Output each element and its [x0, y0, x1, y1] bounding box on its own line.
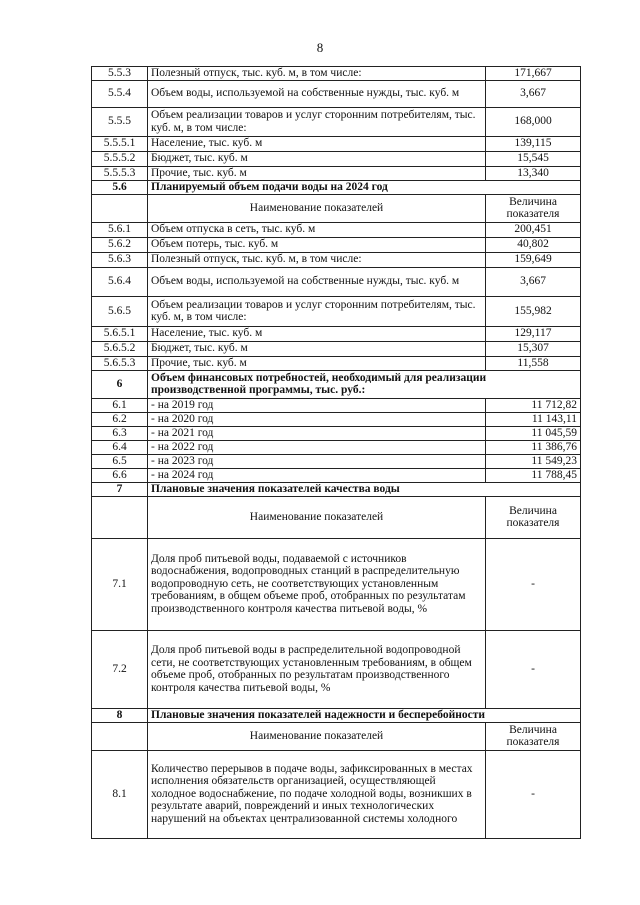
row-value: 171,667 [486, 67, 581, 81]
table-row [92, 267, 581, 296]
row-name: Полезный отпуск, тыс. куб. м, в том числе: [148, 67, 486, 81]
row-value: 11 549,23 [486, 454, 581, 468]
row-value: 3,667 [486, 267, 581, 296]
header-indicator-value: Величина показателя [486, 194, 581, 222]
table-row [92, 341, 581, 356]
row-number: 6.3 [92, 426, 148, 440]
row-name: Объем воды, используемой на собственные нужды, тыс. куб. м [148, 80, 486, 107]
section-row [92, 708, 581, 722]
row-value: 168,000 [486, 107, 581, 136]
table-row [92, 237, 581, 252]
table-row [92, 356, 581, 370]
table-row [92, 166, 581, 180]
row-value: 159,649 [486, 252, 581, 267]
section-number: 7 [92, 482, 148, 496]
table-row [92, 136, 581, 151]
row-value: 13,340 [486, 166, 581, 180]
row-name: Количество перерывов в подаче воды, зафиксированных в местах исполнения обязательств организацией, осуществляющей холодное водоснабжение, по подаче холодной воды, возникших в результате аварий, повреждений и иных технологических нарушений на объектах централизованной системы холодного [148, 750, 486, 838]
row-value: - [486, 538, 581, 630]
row-value: 155,982 [486, 296, 581, 326]
row-name: Доля проб питьевой воды, подаваемой с источников водоснабжения, водопроводных станций в распределительную водопроводную сеть, не соответствующих установленным требованиям, в общем объеме проб, отобранных по результатам производственного контроля качества питьевой воды, % [148, 538, 486, 630]
row-number: 7.1 [92, 538, 148, 630]
row-name: - на 2023 год [148, 454, 486, 468]
table-row [92, 222, 581, 237]
row-number: 5.6.5 [92, 296, 148, 326]
row-name: - на 2024 год [148, 468, 486, 482]
row-number: 5.5.3 [92, 67, 148, 81]
section-row [92, 180, 581, 194]
row-name: Прочие, тыс. куб. м [148, 356, 486, 370]
row-name: Объем реализации товаров и услуг сторонним потребителям, тыс. куб. м, в том числе: [148, 296, 486, 326]
row-value: 11 712,82 [486, 398, 581, 412]
section-number: 6 [92, 370, 148, 398]
header-empty-cell [92, 194, 148, 222]
row-number: 5.6.5.2 [92, 341, 148, 356]
row-number: 5.6.3 [92, 252, 148, 267]
row-number: 5.5.5.2 [92, 151, 148, 166]
section-row [92, 370, 581, 398]
row-number: 6.2 [92, 412, 148, 426]
header-indicator-name: Наименование показателей [148, 194, 486, 222]
row-value: 200,451 [486, 222, 581, 237]
row-number: 6.4 [92, 440, 148, 454]
row-number: 5.6.5.1 [92, 326, 148, 341]
row-number: 5.5.5 [92, 107, 148, 136]
table-row [92, 107, 581, 136]
row-number: 5.6.1 [92, 222, 148, 237]
table-row [92, 296, 581, 326]
header-indicator-name: Наименование показателей [148, 722, 486, 750]
row-value: 11 386,76 [486, 440, 581, 454]
header-indicator-value: Величина показателя [486, 722, 581, 750]
row-number: 5.5.5.1 [92, 136, 148, 151]
row-name: - на 2021 год [148, 426, 486, 440]
row-name: Население, тыс. куб. м [148, 326, 486, 341]
row-name: Объем потерь, тыс. куб. м [148, 237, 486, 252]
table-header-row [92, 722, 581, 750]
row-value: 11,558 [486, 356, 581, 370]
table-row [92, 252, 581, 267]
row-name: Бюджет, тыс. куб. м [148, 341, 486, 356]
row-number: 6.5 [92, 454, 148, 468]
section-row [92, 482, 581, 496]
indicators-table [91, 66, 581, 839]
row-name: Прочие, тыс. куб. м [148, 166, 486, 180]
section-number: 5.6 [92, 180, 148, 194]
row-number: 7.2 [92, 630, 148, 708]
row-name: Объем воды, используемой на собственные нужды, тыс. куб. м [148, 267, 486, 296]
row-value: 11 788,45 [486, 468, 581, 482]
header-empty-cell [92, 722, 148, 750]
table-row [92, 67, 581, 81]
section-title: Планируемый объем подачи воды на 2024 год [148, 180, 581, 194]
section-title: Плановые значения показателей надежности и бесперебойности [148, 708, 581, 722]
row-value: 11 143,11 [486, 412, 581, 426]
row-value: 40,802 [486, 237, 581, 252]
row-number: 5.5.4 [92, 80, 148, 107]
row-number: 8.1 [92, 750, 148, 838]
row-name: Население, тыс. куб. м [148, 136, 486, 151]
table-row [92, 80, 581, 107]
row-value: - [486, 630, 581, 708]
page-number: 8 [316, 40, 324, 55]
row-name: Объем реализации товаров и услуг сторонним потребителям, тыс. куб. м, в том числе: [148, 107, 486, 136]
table-header-row [92, 496, 581, 538]
row-name: Полезный отпуск, тыс. куб. м, в том числе: [148, 252, 486, 267]
row-number: 5.5.5.3 [92, 166, 148, 180]
table-row [92, 750, 581, 838]
row-name: Доля проб питьевой воды в распределительной водопроводной сети, не соответствующих установленным требованиям, в общем объеме проб, отобранных по результатам производственного контроля качества питьевой воды, % [148, 630, 486, 708]
row-number: 5.6.5.3 [92, 356, 148, 370]
header-indicator-value: Величина показателя [486, 496, 581, 538]
row-value: 15,545 [486, 151, 581, 166]
table-row [92, 398, 581, 412]
row-name: - на 2022 год [148, 440, 486, 454]
row-value: 11 045,59 [486, 426, 581, 440]
table-row [92, 538, 581, 630]
section-title: Плановые значения показателей качества воды [148, 482, 581, 496]
row-number: 6.6 [92, 468, 148, 482]
row-value: 139,115 [486, 136, 581, 151]
header-empty-cell [92, 496, 148, 538]
row-name: - на 2019 год [148, 398, 486, 412]
table-row [92, 412, 581, 426]
table-row [92, 454, 581, 468]
section-number: 8 [92, 708, 148, 722]
row-name: Бюджет, тыс. куб. м [148, 151, 486, 166]
table-row [92, 440, 581, 454]
row-value: 15,307 [486, 341, 581, 356]
row-value: - [486, 750, 581, 838]
row-number: 6.1 [92, 398, 148, 412]
row-name: - на 2020 год [148, 412, 486, 426]
section-title: Объем финансовых потребностей, необходимый для реализации производственной программы, тыс. руб.: [148, 370, 581, 398]
row-number: 5.6.2 [92, 237, 148, 252]
row-name: Объем отпуска в сеть, тыс. куб. м [148, 222, 486, 237]
row-value: 129,117 [486, 326, 581, 341]
table-header-row [92, 194, 581, 222]
table-row [92, 426, 581, 440]
table-row [92, 326, 581, 341]
row-value: 3,667 [486, 80, 581, 107]
row-number: 5.6.4 [92, 267, 148, 296]
header-indicator-name: Наименование показателей [148, 496, 486, 538]
table-row [92, 630, 581, 708]
table-row [92, 468, 581, 482]
table-row [92, 151, 581, 166]
